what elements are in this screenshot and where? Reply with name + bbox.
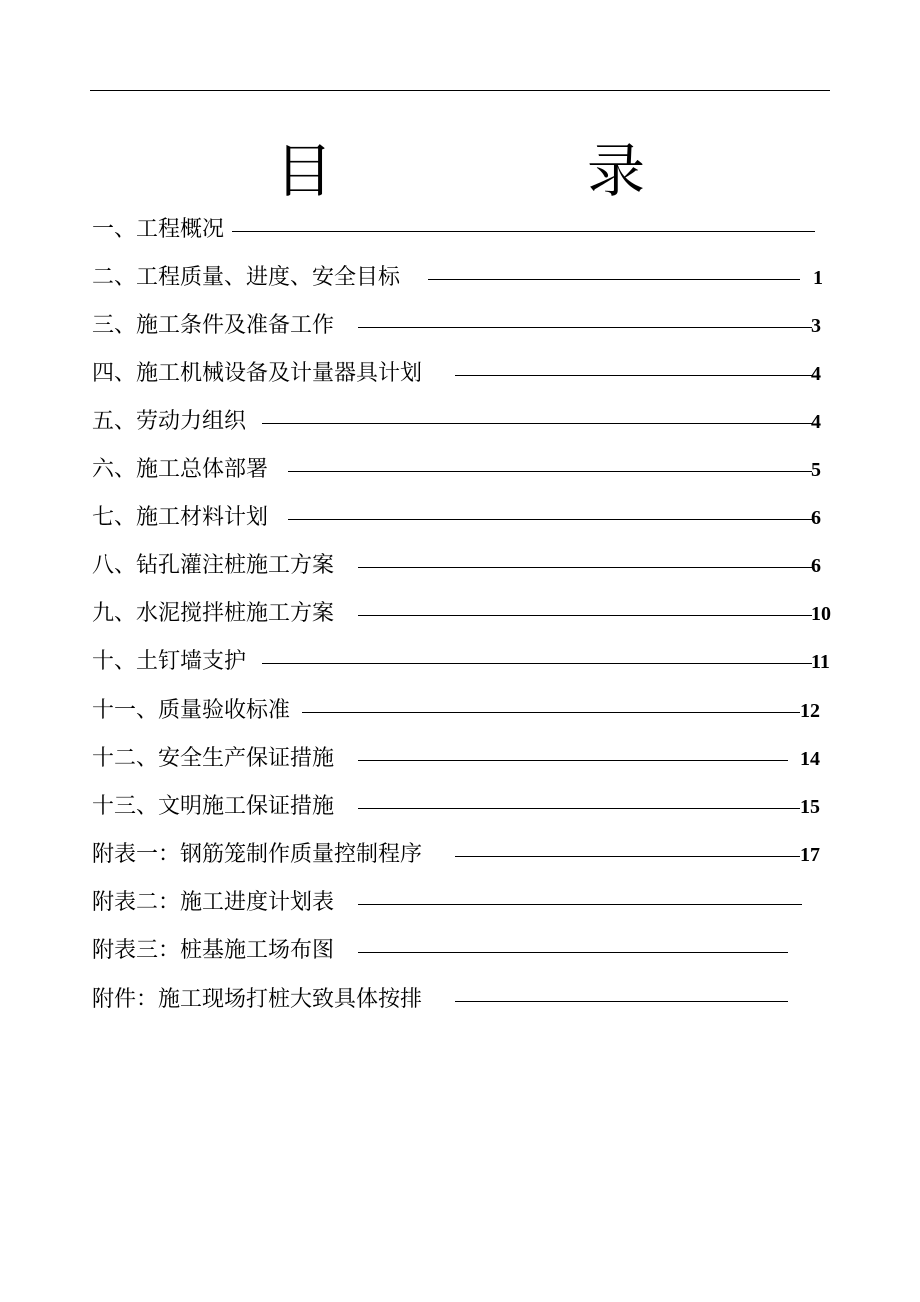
toc-entry-label: 附件：施工现场打桩大致具体按排 (92, 987, 423, 1012)
toc-leader-line (288, 519, 812, 520)
toc-entry (0, 883, 920, 923)
toc-leader-line (455, 856, 800, 857)
toc-entry-label: 二、工程质量、进度、安全目标 (92, 265, 401, 290)
toc-entry (0, 787, 920, 827)
toc-page-number: 11 (811, 651, 830, 673)
toc-page-number: 10 (811, 603, 831, 625)
toc-leader-line (358, 808, 800, 809)
toc-page-number: 5 (811, 459, 821, 481)
toc-entry (0, 835, 920, 875)
toc-entry (0, 498, 920, 538)
toc-leader-line (455, 375, 812, 376)
toc-entry (0, 210, 920, 250)
toc-entry-label: 三、施工条件及准备工作 (92, 313, 335, 338)
toc-leader-line (358, 327, 812, 328)
toc-entry-label: 附表一：钢筋笼制作质量控制程序 (92, 842, 423, 867)
toc-entry (0, 450, 920, 490)
toc-page-number: 15 (800, 796, 820, 818)
toc-leader-line (358, 567, 812, 568)
toc-entry (0, 258, 920, 298)
toc-entry (0, 931, 920, 971)
toc-leader-line (358, 952, 788, 953)
toc-entry-label: 附表三：桩基施工场布图 (92, 938, 335, 963)
toc-entry (0, 739, 920, 779)
toc-entry (0, 691, 920, 731)
toc-page-number: 3 (811, 315, 821, 337)
toc-page-number: 4 (811, 411, 821, 433)
toc-leader-line (428, 279, 800, 280)
toc-entry (0, 402, 920, 442)
toc-entry-label: 十三、文明施工保证措施 (92, 794, 335, 819)
toc-entry-label: 一、工程概况 (92, 217, 225, 242)
toc-page-number: 4 (811, 363, 821, 385)
toc-leader-line (358, 615, 812, 616)
toc-page-number: 17 (800, 844, 820, 866)
toc-page-number: 1 (813, 267, 823, 289)
toc-entry-label: 十二、安全生产保证措施 (92, 746, 335, 771)
toc-entry (0, 594, 920, 634)
header-rule (90, 90, 830, 91)
toc-entry (0, 546, 920, 586)
toc-entry (0, 306, 920, 346)
toc-leader-line (262, 423, 812, 424)
toc-page-number: 14 (800, 748, 820, 770)
toc-entry-label: 十、土钉墙支护 (92, 649, 247, 674)
toc-page-number: 6 (811, 507, 821, 529)
toc-leader-line (455, 1001, 788, 1002)
toc-leader-line (358, 904, 802, 905)
toc-entry-label: 八、钻孔灌注桩施工方案 (92, 553, 335, 578)
toc-entry-label: 附表二：施工进度计划表 (92, 890, 335, 915)
toc-entry-label: 四、施工机械设备及计量器具计划 (92, 361, 423, 386)
page-title: 目 录 (274, 137, 743, 205)
toc-entry (0, 980, 920, 1020)
toc-page-number: 12 (800, 700, 820, 722)
toc-page-number: 6 (811, 555, 821, 577)
toc-leader-line (288, 471, 812, 472)
toc-leader-line (358, 760, 788, 761)
toc-leader-line (302, 712, 800, 713)
toc-leader-line (232, 231, 815, 232)
toc-leader-line (262, 663, 812, 664)
toc-entry-label: 九、水泥搅拌桩施工方案 (92, 601, 335, 626)
toc-entry (0, 354, 920, 394)
toc-entry-label: 十一、质量验收标准 (92, 698, 291, 723)
toc-entry-label: 五、劳动力组织 (92, 409, 247, 434)
toc-entry (0, 642, 920, 682)
toc-entry-label: 六、施工总体部署 (92, 457, 269, 482)
toc-entry-label: 七、施工材料计划 (92, 505, 269, 530)
